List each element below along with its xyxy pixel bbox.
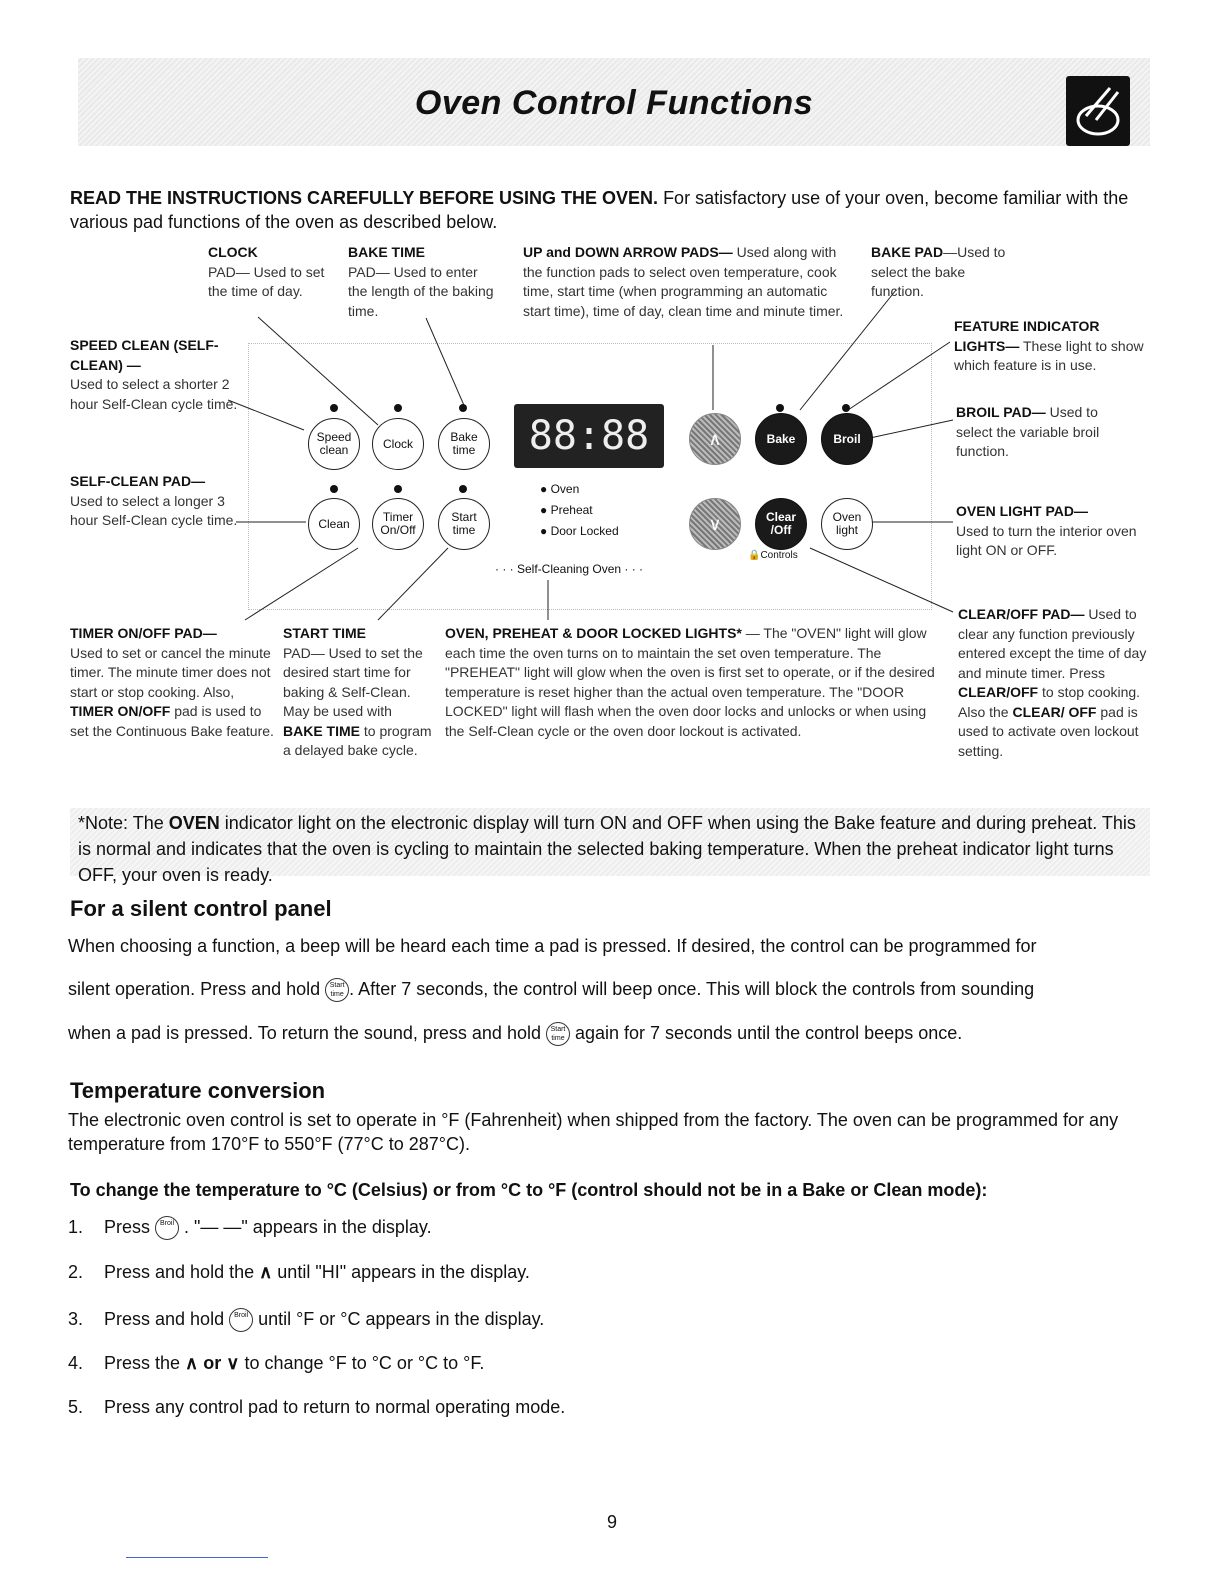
start-time-icon (546, 1022, 570, 1046)
silent-p3b: again for 7 seconds until the control beeps once. (569, 1022, 963, 1043)
timer-desc2: TIMER ON/OFF (70, 703, 171, 719)
silent-para-line2 (68, 978, 1158, 1002)
note-text (70, 808, 1150, 890)
clock-desc: PAD— Used to set the time of day. (208, 263, 325, 299)
up-arrow-button[interactable]: ∧ (689, 413, 741, 465)
bake-indicator-dot (776, 404, 784, 412)
intro-bold: READ THE INSTRUCTIONS CAREFULLY BEFORE USING THE OVEN. (70, 188, 659, 208)
arrows-heading: UP and DOWN ARROW PADS— (523, 244, 733, 260)
broil-indicator-dot (842, 404, 850, 412)
step-2-text-b: until "HI" appears in the display. (272, 1262, 530, 1282)
step-2-text-a: Press and hold the (104, 1262, 260, 1282)
clock-button[interactable]: Clock (372, 418, 424, 470)
clock-indicator-dot (394, 404, 402, 412)
baketime-desc: PAD— Used to enter the length of the baking time. (348, 263, 494, 319)
speedclean-heading: SPEED CLEAN (SELF-CLEAN) — (70, 337, 219, 373)
bakepad-heading: BAKE PAD (871, 244, 944, 260)
start-time-icon-label: Start time (550, 1026, 566, 1042)
step-4-text-b: to change °F to °C or °C to °F. (239, 1353, 485, 1373)
start-time-button[interactable]: Start time (438, 498, 490, 550)
selfclean-heading: SELF-CLEAN PAD— (70, 473, 206, 489)
ovenlight-desc: Used to turn the interior oven light ON or OFF. (956, 522, 1137, 558)
intro-rest: For satisfactory use of your oven, become familiar with the various pad functions of the oven as described below. (70, 188, 1129, 232)
step-3-number: 3. (68, 1308, 84, 1329)
down-arrow-icon: ∨ (226, 1353, 240, 1373)
baketime-indicator-dot (459, 404, 467, 412)
speed-indicator-dot (330, 404, 338, 412)
step-2 (68, 1262, 530, 1283)
self-cleaning-oven-label: · · · Self-Cleaning Oven · · · (495, 562, 644, 576)
starttime-desc3: to program a delayed bake cycle. (283, 722, 432, 758)
clearoff-heading: CLEAR/OFF PAD— (958, 606, 1085, 622)
bake-time-button[interactable]: Bake time (438, 418, 490, 470)
clean-indicator-dot (330, 485, 338, 493)
broil-heading: BROIL PAD— (956, 404, 1046, 420)
indicator-preheat-label: Preheat (550, 503, 593, 517)
step-1-text-b: . "— —" appears in the display. (179, 1216, 432, 1237)
silent-p2a: silent operation. Press and hold (68, 978, 326, 999)
broil-button[interactable]: Broil (821, 413, 873, 465)
clearoff-desc2: CLEAR/OFF (958, 684, 1039, 700)
timer-onoff-button[interactable]: Timer On/Off (372, 498, 424, 550)
starttime-desc2: BAKE TIME (283, 722, 360, 739)
starttime-desc1: PAD— Used to set the desired start time for baking & Self-Clean. May be used with (283, 644, 423, 719)
broil-icon (229, 1308, 253, 1332)
baketime-heading: BAKE TIME (348, 244, 425, 260)
starttime-heading: START TIME (283, 625, 366, 641)
ovenlight-heading: OVEN LIGHT PAD— (956, 503, 1088, 519)
note-part3: indicator light on the electronic display will turn ON and OFF when using the Bake feature and during preheat. This is normal and indicates that the oven is cycling to maintain the selected baking temperature. When the preheat indicator light turns OFF, your oven is ready. (78, 813, 1136, 885)
clearoff-desc3: to stop cooking. Also the (958, 684, 1141, 720)
bake-button[interactable]: Bake (755, 413, 807, 465)
clear-off-button[interactable]: Clear /Off (755, 498, 807, 550)
step-4-number: 4. (68, 1353, 84, 1373)
step-4 (68, 1353, 484, 1374)
start-indicator-dot (459, 485, 467, 493)
clearoff-desc1: Used to clear any function previously entered except the time of day and minute timer. Press (958, 606, 1147, 681)
note-box (70, 808, 1150, 885)
page-number: 9 (606, 1512, 617, 1532)
clearoff-desc4: CLEAR/ OFF (1012, 703, 1097, 720)
arrows-desc: Used along with the function pads to select oven temperature, cook time, start time (when programming an automatic start time), time of day, clean time and minute timer. (523, 244, 844, 319)
note-part2: OVEN (168, 813, 220, 833)
broil-icon (155, 1216, 179, 1240)
lights-desc: — The "OVEN" light will glow each time the oven turns on to maintain the set oven temperature. The "PREHEAT" light will glow when the oven is first set to operate, or if the desired temperature is reset higher than the actual oven temperature. The "DOOR LOCKED" light will flash when the oven door locks and unlocks or when using the Self-Clean cycle or the oven door lockout is activated. (445, 625, 935, 739)
clean-button[interactable]: Clean (308, 498, 360, 550)
step-4-text-a: Press the (104, 1353, 186, 1373)
temp-para: The electronic oven control is set to operate in °F (Fahrenheit) when shipped from the factory. The oven can be programmed for any temperature from 170°F to 550°F (77°C to 287°C). (68, 1110, 1119, 1154)
up-arrow-icon: ∧ (259, 1262, 273, 1282)
step-4-or: or (203, 1353, 222, 1373)
start-time-icon-label: Start time (329, 982, 345, 998)
feature-desc: These light to show which feature is in use. (954, 337, 1144, 373)
step-5 (68, 1397, 565, 1418)
speedclean-desc: Used to select a shorter 2 hour Self-Clean cycle time. (70, 376, 238, 412)
step-5-number: 5. (68, 1397, 84, 1417)
silent-para-line1: When choosing a function, a beep will be heard each time a pad is pressed. If desired, the control can be programmed for (68, 936, 1037, 956)
clock-heading: CLOCK (208, 244, 258, 260)
step-2-number: 2. (68, 1262, 84, 1282)
clock-display: 88:88 (514, 404, 664, 468)
timer-heading: TIMER ON/OFF PAD— (70, 625, 217, 641)
silent-p2b: . After 7 seconds, the control will beep once. This will block the controls from sounding (349, 978, 1035, 999)
indicator-door-locked-label: Door Locked (550, 524, 619, 538)
controls-text: Controls (760, 550, 798, 561)
note-part1: *Note: The (78, 813, 169, 833)
speed-clean-button[interactable]: Speed clean (308, 418, 360, 470)
indicator-preheat: ● Preheat (540, 503, 593, 517)
step-3-text-b: until °F or °C appears in the display. (253, 1308, 545, 1329)
indicator-door-locked: ● Door Locked (540, 524, 619, 538)
step-1-number: 1. (68, 1216, 84, 1237)
temp-instruction: To change the temperature to °C (Celsius) or from °C to °F (control should not be in a Bake or Clean mode): (70, 1180, 988, 1200)
oven-light-button[interactable]: Oven light (821, 498, 873, 550)
footer-rule (126, 1557, 268, 1558)
broil-icon-label: Broil (160, 1220, 175, 1227)
lights-heading: OVEN, PREHEAT & DOOR LOCKED LIGHTS* (445, 625, 742, 641)
broil-desc: Used to select the variable broil function. (956, 404, 1100, 459)
indicator-oven: ● Oven (540, 482, 580, 496)
step-1 (68, 1216, 432, 1240)
feature-heading: FEATURE INDICATOR LIGHTS— (954, 318, 1100, 354)
silent-p3a: when a pad is pressed. To return the sound, press and hold (68, 1022, 546, 1043)
silent-heading: For a silent control panel (70, 896, 332, 921)
timer-desc3: pad is used to set the Continuous Bake feature. (70, 703, 274, 739)
start-time-icon (325, 978, 349, 1002)
temp-heading: Temperature conversion (70, 1078, 326, 1103)
clearoff-desc5: pad is used to activate oven lockout setting. (958, 703, 1139, 759)
timer-indicator-dot (394, 485, 402, 493)
silent-para-line3 (68, 1022, 1158, 1046)
indicator-oven-label: Oven (550, 482, 580, 496)
page-title: Oven Control Functions (414, 84, 814, 122)
step-5-text: Press any control pad to return to normal operating mode. (104, 1397, 566, 1417)
up-arrow-icon: ∧ (185, 1353, 199, 1373)
bakepad-desc: —Used to select the bake function. (871, 244, 1006, 299)
timer-desc1: Used to set or cancel the minute timer. The minute timer does not start or stop cooking. Also, (70, 644, 271, 700)
step-3-text-a: Press and hold (104, 1308, 230, 1329)
controls-lock-label: 🔒Controls (748, 550, 798, 561)
down-arrow-button[interactable]: ∨ (689, 498, 741, 550)
broil-icon-label: Broil (234, 1312, 249, 1319)
step-3 (68, 1308, 544, 1332)
step-1-text-a: Press (104, 1216, 156, 1237)
selfclean-desc: Used to select a longer 3 hour Self-Clean cycle time. (70, 492, 238, 528)
